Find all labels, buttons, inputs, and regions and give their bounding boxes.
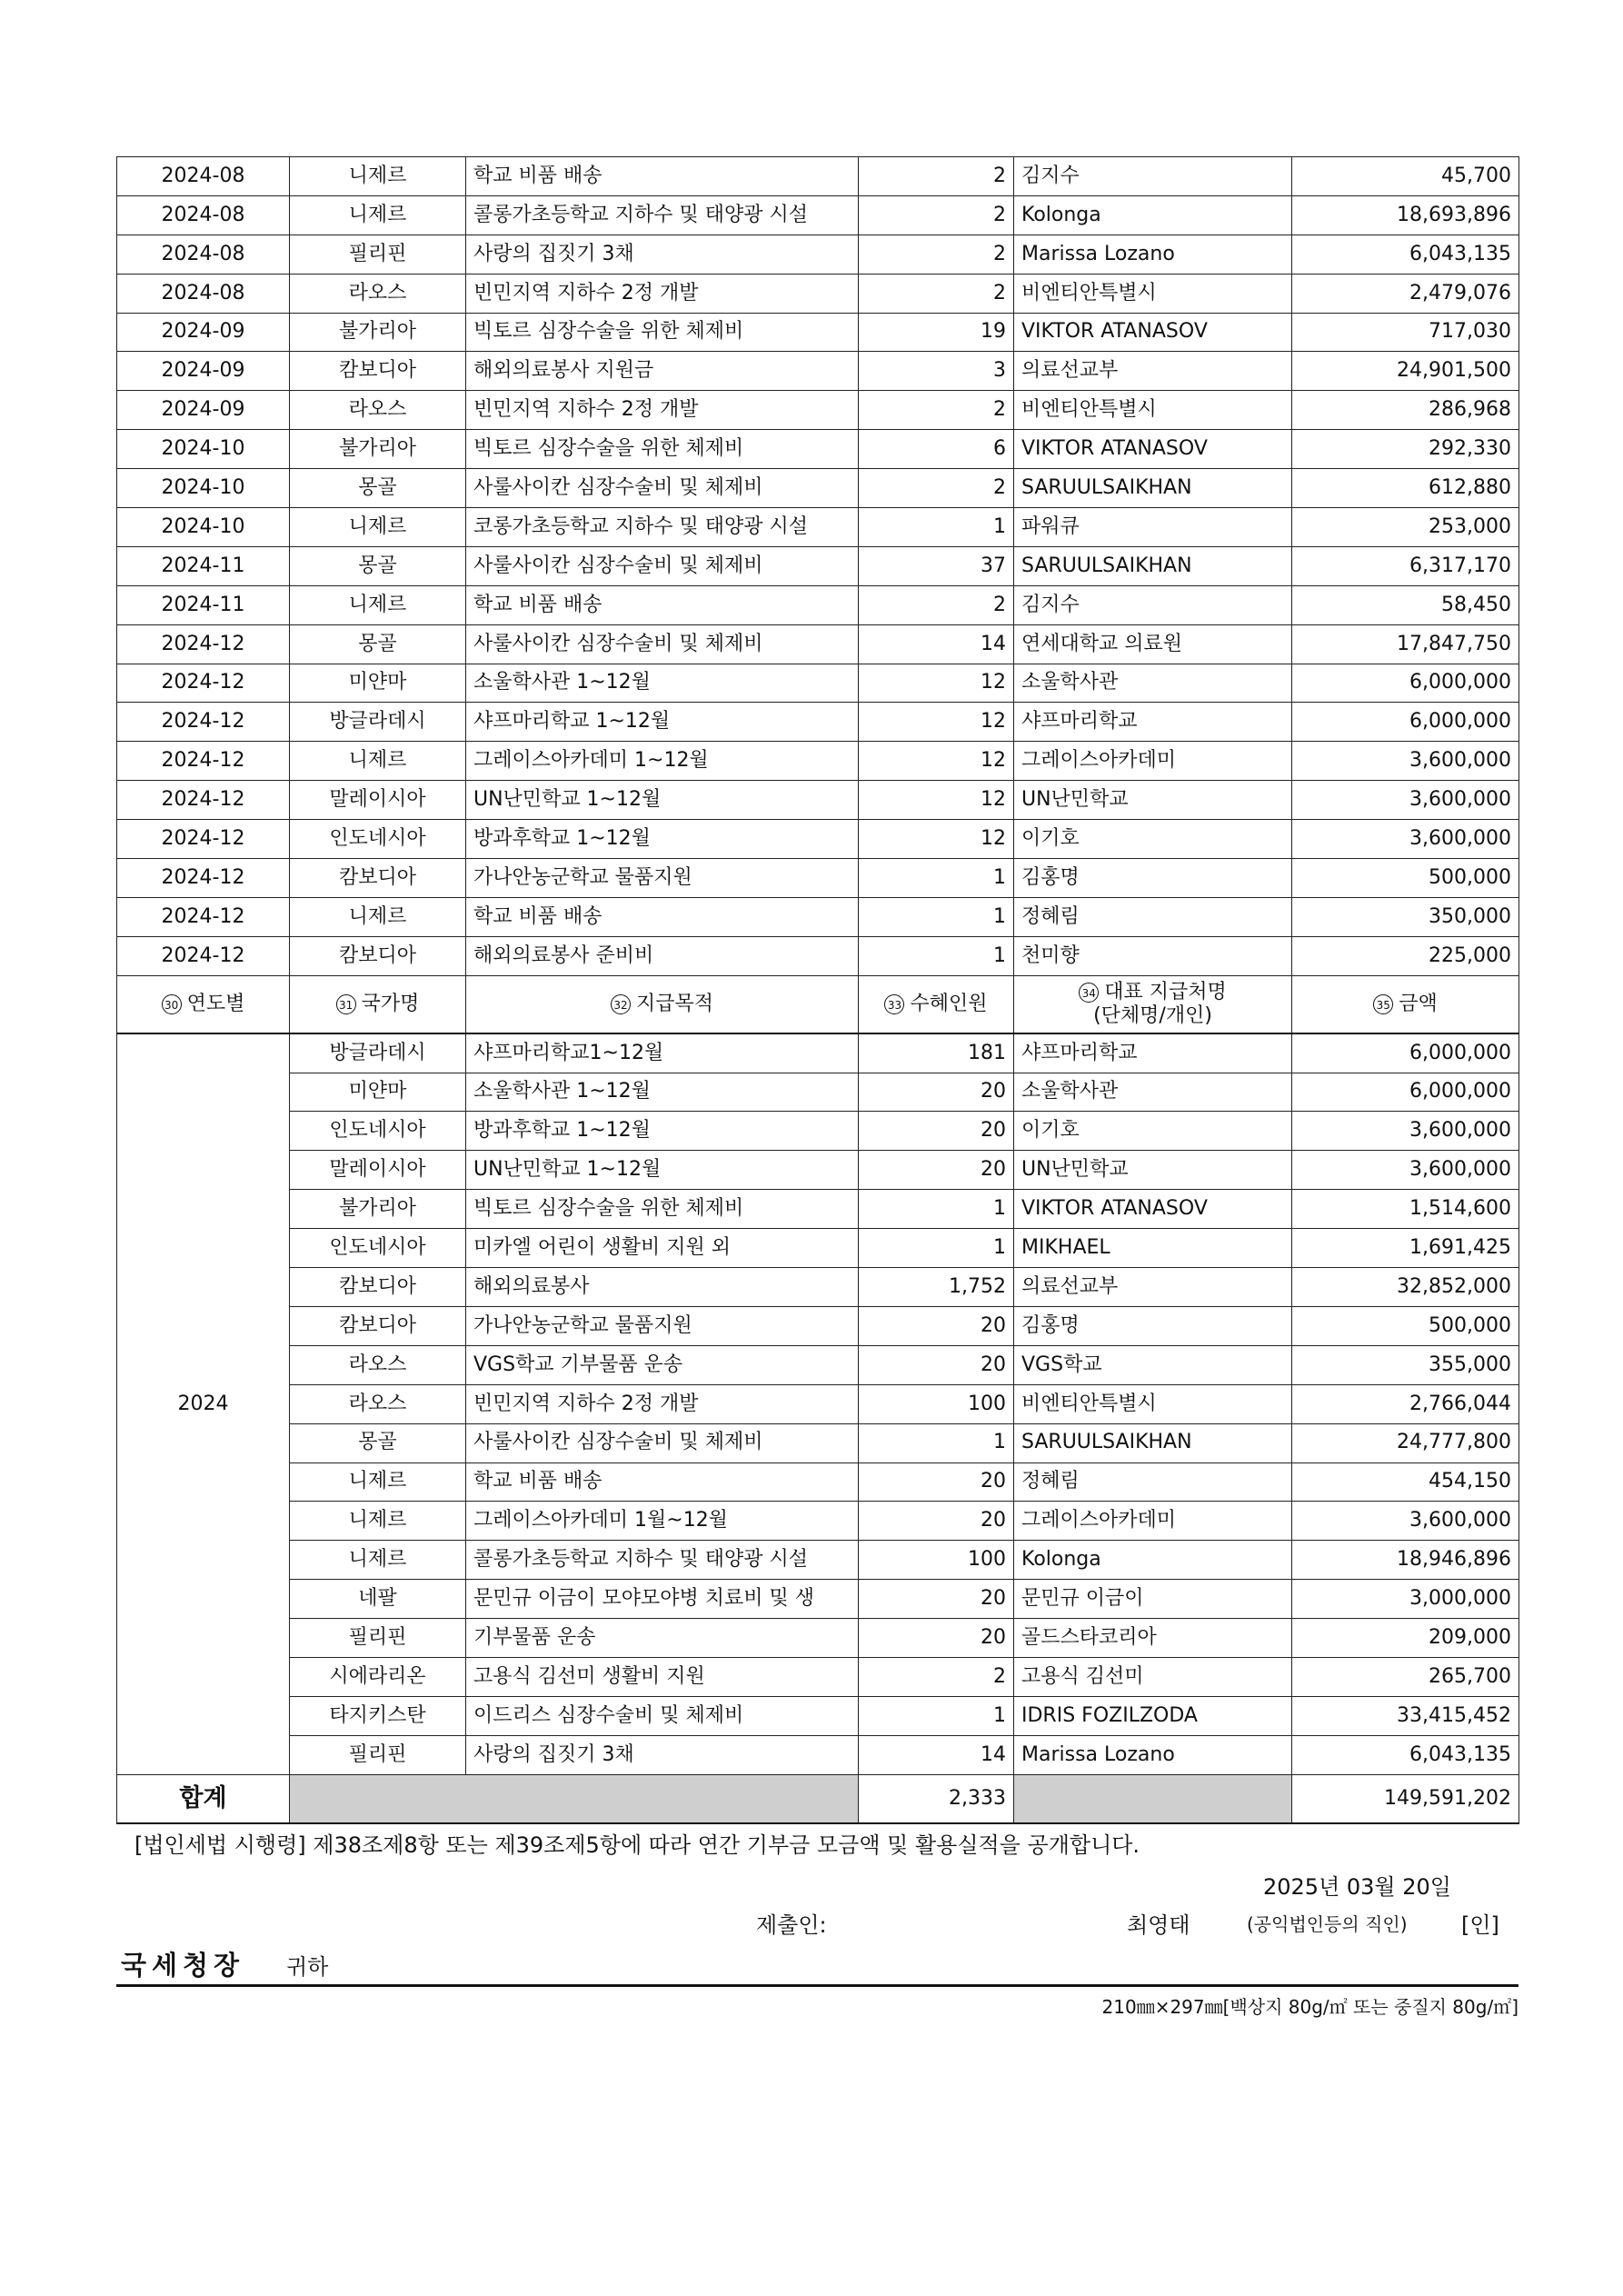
country-cell: 방글라데시 [290, 1033, 466, 1073]
recipients-cell: 100 [859, 1384, 1014, 1423]
bottom-rule [116, 1984, 1518, 1987]
monthly-rows [117, 157, 1519, 976]
country-cell: 불가리아 [290, 430, 466, 469]
purpose-cell: 샤프마리학교 1~12월 [466, 703, 859, 742]
period-cell: 2024-11 [117, 546, 290, 585]
amount-cell: 3,600,000 [1292, 1112, 1519, 1151]
amount-cell: 1,514,600 [1292, 1190, 1519, 1229]
country-cell: 라오스 [290, 1345, 466, 1384]
purpose-cell: 소울학사관 1~12월 [466, 664, 859, 703]
amount-cell: 3,600,000 [1292, 781, 1519, 820]
purpose-cell: 문민규 이금이 모야모야병 치료비 및 생 [466, 1580, 859, 1619]
table-row [117, 1229, 1519, 1268]
recipients-cell: 2 [859, 391, 1014, 430]
recipients-cell: 2 [859, 1657, 1014, 1696]
circled-number: 30 [162, 994, 182, 1014]
purpose-cell: 사룰사이칸 심장수술비 및 체제비 [466, 624, 859, 664]
amount-cell: 286,968 [1292, 391, 1519, 430]
purpose-cell: 그레이스아카데미 1~12월 [466, 742, 859, 781]
purpose-cell: 미카엘 어린이 생활비 지원 외 [466, 1229, 859, 1268]
amount-cell: 6,000,000 [1292, 664, 1519, 703]
table-row [117, 1268, 1519, 1307]
country-cell: 미얀마 [290, 664, 466, 703]
header-recipients: 33 수혜인원 [859, 975, 1014, 1033]
payee-cell: 파워큐 [1014, 508, 1292, 547]
table-row [117, 1384, 1519, 1423]
payee-cell: VIKTOR ATANASOV [1014, 313, 1292, 352]
annual-header [117, 975, 1519, 1033]
payee-cell: 소울학사관 [1014, 1073, 1292, 1112]
table-row [117, 508, 1519, 547]
country-cell: 몽골 [290, 624, 466, 664]
recipients-cell: 12 [859, 664, 1014, 703]
recipients-cell: 20 [859, 1345, 1014, 1384]
purpose-cell: 빈민지역 지하수 2정 개발 [466, 391, 859, 430]
recipients-cell: 20 [859, 1462, 1014, 1502]
payee-cell: 샤프마리학교 [1014, 1033, 1292, 1073]
recipients-cell: 3 [859, 352, 1014, 391]
recipients-cell: 12 [859, 781, 1014, 820]
table-row [117, 742, 1519, 781]
period-cell: 2024-09 [117, 352, 290, 391]
table-row [117, 1502, 1519, 1541]
purpose-cell: 학교 비품 배송 [466, 157, 859, 196]
header-purpose: 32 지급목적 [466, 975, 859, 1033]
country-cell: 라오스 [290, 391, 466, 430]
amount-cell: 18,693,896 [1292, 195, 1519, 235]
amount-cell: 612,880 [1292, 469, 1519, 508]
payee-cell: 소울학사관 [1014, 664, 1292, 703]
country-cell: 니제르 [290, 897, 466, 936]
country-cell: 니제르 [290, 585, 466, 624]
payee-cell: 이기호 [1014, 1112, 1292, 1151]
table-row [117, 585, 1519, 624]
purpose-cell: 빅토르 심장수술을 위한 체제비 [466, 1190, 859, 1229]
recipients-cell: 1 [859, 936, 1014, 975]
payee-cell: 그레이스아카데미 [1014, 742, 1292, 781]
recipients-cell: 12 [859, 820, 1014, 859]
amount-cell: 32,852,000 [1292, 1268, 1519, 1307]
amount-cell: 454,150 [1292, 1462, 1519, 1502]
payee-cell: IDRIS FOZILZODA [1014, 1696, 1292, 1735]
table-row [117, 391, 1519, 430]
period-cell: 2024-12 [117, 936, 290, 975]
country-cell: 방글라데시 [290, 703, 466, 742]
payee-cell: Kolonga [1014, 195, 1292, 235]
period-cell: 2024-09 [117, 391, 290, 430]
period-cell: 2024-09 [117, 313, 290, 352]
table-row [117, 1073, 1519, 1112]
country-cell: 미얀마 [290, 1073, 466, 1112]
purpose-cell: 해외의료봉사 지원금 [466, 352, 859, 391]
table-row [117, 546, 1519, 585]
table-row [117, 703, 1519, 742]
table-row [117, 1423, 1519, 1462]
purpose-cell: UN난민학교 1~12월 [466, 1151, 859, 1190]
table-row [117, 820, 1519, 859]
period-cell: 2024-12 [117, 897, 290, 936]
purpose-cell: 빅토르 심장수술을 위한 체제비 [466, 430, 859, 469]
amount-cell: 2,479,076 [1292, 274, 1519, 313]
payee-cell: SARUULSAIKHAN [1014, 546, 1292, 585]
recipients-cell: 12 [859, 742, 1014, 781]
amount-cell: 6,000,000 [1292, 703, 1519, 742]
period-cell: 2024-08 [117, 157, 290, 196]
payee-cell: VIKTOR ATANASOV [1014, 1190, 1292, 1229]
purpose-cell: 이드리스 심장수술비 및 체제비 [466, 1696, 859, 1735]
table-row [117, 235, 1519, 274]
period-cell: 2024-08 [117, 235, 290, 274]
total-shaded-cell [290, 1774, 859, 1823]
table-row [117, 1541, 1519, 1580]
amount-cell: 500,000 [1292, 1306, 1519, 1345]
purpose-cell: 사랑의 집짓기 3채 [466, 235, 859, 274]
country-cell: 시에라리온 [290, 1657, 466, 1696]
country-cell: 니제르 [290, 195, 466, 235]
table-row [117, 352, 1519, 391]
submission-date: 2025년 03월 20일 [1263, 1874, 1451, 1900]
country-cell: 말레이시아 [290, 781, 466, 820]
total-amount: 149,591,202 [1292, 1774, 1519, 1823]
amount-cell: 3,600,000 [1292, 742, 1519, 781]
amount-cell: 2,766,044 [1292, 1384, 1519, 1423]
payee-cell: 비엔티안특별시 [1014, 391, 1292, 430]
amount-cell: 6,000,000 [1292, 1033, 1519, 1073]
country-cell: 불가리아 [290, 1190, 466, 1229]
country-cell: 인도네시아 [290, 1112, 466, 1151]
payee-cell: MIKHAEL [1014, 1229, 1292, 1268]
amount-cell: 6,000,000 [1292, 1073, 1519, 1112]
table-row [117, 1580, 1519, 1619]
period-cell: 2024-12 [117, 624, 290, 664]
payee-cell: Marissa Lozano [1014, 235, 1292, 274]
payee-cell: 골드스타코리아 [1014, 1619, 1292, 1658]
honorific: 귀하 [286, 1954, 329, 1980]
period-cell: 2024-10 [117, 430, 290, 469]
header-payee: 34 대표 지급처명 (단체명/개인) [1014, 975, 1292, 1033]
purpose-cell: 기부물품 운송 [466, 1619, 859, 1658]
purpose-cell: 샤프마리학교1~12월 [466, 1033, 859, 1073]
payee-cell: 연세대학교 의료원 [1014, 624, 1292, 664]
recipients-cell: 20 [859, 1306, 1014, 1345]
amount-cell: 225,000 [1292, 936, 1519, 975]
recipients-cell: 1 [859, 897, 1014, 936]
country-cell: 니제르 [290, 157, 466, 196]
table-row [117, 157, 1519, 196]
purpose-cell: 코롱가초등학교 지하수 및 태양광 시설 [466, 508, 859, 547]
recipients-cell: 37 [859, 546, 1014, 585]
period-cell: 2024-12 [117, 781, 290, 820]
table-row [117, 1619, 1519, 1658]
table-row [117, 469, 1519, 508]
recipients-cell: 100 [859, 1541, 1014, 1580]
table-row [117, 430, 1519, 469]
amount-cell: 24,901,500 [1292, 352, 1519, 391]
purpose-cell: VGS학교 기부물품 운송 [466, 1345, 859, 1384]
amount-cell: 6,317,170 [1292, 546, 1519, 585]
period-cell: 2024-11 [117, 585, 290, 624]
payee-cell: 김홍명 [1014, 1306, 1292, 1345]
period-cell: 2024-12 [117, 664, 290, 703]
table-row [117, 1345, 1519, 1384]
purpose-cell: 콜롱가초등학교 지하수 및 태양광 시설 [466, 195, 859, 235]
amount-cell: 3,600,000 [1292, 820, 1519, 859]
payee-cell: 김지수 [1014, 157, 1292, 196]
country-cell: 캄보디아 [290, 352, 466, 391]
submitter-role: (공익법인등의 직인) [1247, 1913, 1408, 1935]
purpose-cell: 그레이스아카데미 1월~12월 [466, 1502, 859, 1541]
purpose-cell: 학교 비품 배송 [466, 1462, 859, 1502]
payee-cell: 이기호 [1014, 820, 1292, 859]
country-cell: 니제르 [290, 1541, 466, 1580]
recipients-cell: 2 [859, 157, 1014, 196]
purpose-cell: 방과후학교 1~12월 [466, 820, 859, 859]
table-row [117, 1657, 1519, 1696]
amount-cell: 58,450 [1292, 585, 1519, 624]
total-section [117, 1774, 1519, 1823]
amount-cell: 6,043,135 [1292, 235, 1519, 274]
recipients-cell: 2 [859, 274, 1014, 313]
recipients-cell: 12 [859, 703, 1014, 742]
purpose-cell: 소울학사관 1~12월 [466, 1073, 859, 1112]
payee-cell: 정혜림 [1014, 1462, 1292, 1502]
seal-mark: [인] [1461, 1912, 1499, 1938]
country-cell: 불가리아 [290, 313, 466, 352]
recipients-cell: 1,752 [859, 1268, 1014, 1307]
recipients-cell: 1 [859, 508, 1014, 547]
table-row [117, 1696, 1519, 1735]
amount-cell: 717,030 [1292, 313, 1519, 352]
country-cell: 캄보디아 [290, 859, 466, 898]
country-cell: 몽골 [290, 469, 466, 508]
period-cell: 2024-12 [117, 742, 290, 781]
purpose-cell: 가나안농군학교 물품지원 [466, 859, 859, 898]
purpose-cell: 학교 비품 배송 [466, 585, 859, 624]
payee-cell: 김지수 [1014, 585, 1292, 624]
period-cell: 2024-12 [117, 820, 290, 859]
recipients-cell: 19 [859, 313, 1014, 352]
amount-cell: 500,000 [1292, 859, 1519, 898]
country-cell: 몽골 [290, 1423, 466, 1462]
amount-cell: 292,330 [1292, 430, 1519, 469]
recipients-cell: 1 [859, 1229, 1014, 1268]
amount-cell: 18,946,896 [1292, 1541, 1519, 1580]
country-cell: 니제르 [290, 1502, 466, 1541]
payee-cell: 천미향 [1014, 936, 1292, 975]
country-cell: 라오스 [290, 1384, 466, 1423]
country-cell: 네팔 [290, 1580, 466, 1619]
payee-cell: SARUULSAIKHAN [1014, 469, 1292, 508]
purpose-cell: 빅토르 심장수술을 위한 체제비 [466, 313, 859, 352]
submitter-label: 제출인: [756, 1912, 827, 1938]
amount-cell: 3,600,000 [1292, 1151, 1519, 1190]
purpose-cell: 사룰사이칸 심장수술비 및 체제비 [466, 546, 859, 585]
payee-cell: 비엔티안특별시 [1014, 1384, 1292, 1423]
table-row [117, 1112, 1519, 1151]
recipients-cell: 2 [859, 585, 1014, 624]
recipients-cell: 20 [859, 1151, 1014, 1190]
amount-cell: 265,700 [1292, 1657, 1519, 1696]
country-cell: 캄보디아 [290, 936, 466, 975]
recipients-cell: 20 [859, 1112, 1014, 1151]
table-row [117, 1462, 1519, 1502]
payee-cell: 의료선교부 [1014, 1268, 1292, 1307]
country-cell: 인도네시아 [290, 820, 466, 859]
circled-number: 31 [336, 994, 356, 1014]
purpose-cell: 고용식 김선미 생활비 지원 [466, 1657, 859, 1696]
period-cell: 2024-10 [117, 469, 290, 508]
payee-cell: 문민규 이금이 [1014, 1580, 1292, 1619]
country-cell: 인도네시아 [290, 1229, 466, 1268]
payee-cell: VIKTOR ATANASOV [1014, 430, 1292, 469]
period-cell: 2024-12 [117, 703, 290, 742]
country-cell: 몽골 [290, 546, 466, 585]
country-cell: 필리핀 [290, 1619, 466, 1658]
payee-cell: UN난민학교 [1014, 781, 1292, 820]
amount-cell: 3,000,000 [1292, 1580, 1519, 1619]
purpose-cell: 방과후학교 1~12월 [466, 1112, 859, 1151]
paper-spec: 210㎜×297㎜[백상지 80g/㎡ 또는 중질지 80g/㎡] [1101, 1996, 1518, 2018]
table-row [117, 313, 1519, 352]
purpose-cell: 해외의료봉사 준비비 [466, 936, 859, 975]
total-recipients: 2,333 [859, 1774, 1014, 1823]
table-row [117, 1151, 1519, 1190]
payee-cell: 그레이스아카데미 [1014, 1502, 1292, 1541]
country-cell: 타지키스탄 [290, 1696, 466, 1735]
amount-cell: 1,691,425 [1292, 1229, 1519, 1268]
amount-cell: 6,043,135 [1292, 1735, 1519, 1774]
payee-cell: 의료선교부 [1014, 352, 1292, 391]
purpose-cell: UN난민학교 1~12월 [466, 781, 859, 820]
purpose-cell: 사룰사이칸 심장수술비 및 체제비 [466, 469, 859, 508]
circled-number: 33 [884, 994, 904, 1014]
table-row [117, 781, 1519, 820]
purpose-cell: 사룰사이칸 심장수술비 및 체제비 [466, 1423, 859, 1462]
recipients-cell: 1 [859, 1190, 1014, 1229]
amount-cell: 350,000 [1292, 897, 1519, 936]
country-cell: 필리핀 [290, 1735, 466, 1774]
period-cell: 2024-08 [117, 195, 290, 235]
country-cell: 캄보디아 [290, 1306, 466, 1345]
amount-cell: 45,700 [1292, 157, 1519, 196]
header-country: 31 국가명 [290, 975, 466, 1033]
country-cell: 니제르 [290, 1462, 466, 1502]
recipients-cell: 181 [859, 1033, 1014, 1073]
country-cell: 캄보디아 [290, 1268, 466, 1307]
table-row [117, 624, 1519, 664]
amount-cell: 253,000 [1292, 508, 1519, 547]
recipients-cell: 1 [859, 859, 1014, 898]
amount-cell: 3,600,000 [1292, 1502, 1519, 1541]
year-cell: 2024 [117, 1033, 290, 1774]
payee-cell: 샤프마리학교 [1014, 703, 1292, 742]
period-cell: 2024-08 [117, 274, 290, 313]
total-row [117, 1774, 1519, 1823]
recipients-cell: 14 [859, 1735, 1014, 1774]
table-row [117, 936, 1519, 975]
table-row [117, 195, 1519, 235]
recipients-cell: 1 [859, 1696, 1014, 1735]
recipients-cell: 20 [859, 1073, 1014, 1112]
payee-cell: SARUULSAIKHAN [1014, 1423, 1292, 1462]
table-row [117, 1735, 1519, 1774]
circled-number: 32 [611, 994, 631, 1014]
recipients-cell: 1 [859, 1423, 1014, 1462]
circled-number: 34 [1079, 983, 1099, 1003]
recipients-cell: 20 [859, 1580, 1014, 1619]
payee-cell: 정혜림 [1014, 897, 1292, 936]
amount-cell: 209,000 [1292, 1619, 1519, 1658]
country-cell: 필리핀 [290, 235, 466, 274]
header-amount: 35 금액 [1292, 975, 1519, 1033]
purpose-cell: 콜롱가초등학교 지하수 및 태양광 시설 [466, 1541, 859, 1580]
payee-cell: Marissa Lozano [1014, 1735, 1292, 1774]
table-row [117, 1190, 1519, 1229]
amount-cell: 33,415,452 [1292, 1696, 1519, 1735]
table-row [117, 1033, 1519, 1073]
country-cell: 말레이시아 [290, 1151, 466, 1190]
total-shaded-cell [1014, 1774, 1292, 1823]
purpose-cell: 빈민지역 지하수 2정 개발 [466, 1384, 859, 1423]
purpose-cell: 사랑의 집짓기 3채 [466, 1735, 859, 1774]
purpose-cell: 학교 비품 배송 [466, 897, 859, 936]
country-cell: 니제르 [290, 742, 466, 781]
submitter-name: 최영태 [1127, 1912, 1190, 1938]
payee-cell: Kolonga [1014, 1541, 1292, 1580]
period-cell: 2024-10 [117, 508, 290, 547]
recipients-cell: 2 [859, 195, 1014, 235]
legal-note: [법인세법 시행령] 제38조제8항 또는 제39조제5항에 따라 연간 기부금 모금액 및 활용실적을 공개합니다. [134, 1832, 1140, 1858]
recipients-cell: 20 [859, 1619, 1014, 1658]
annual-rows [117, 1033, 1519, 1774]
table-row [117, 897, 1519, 936]
table-row [117, 859, 1519, 898]
amount-cell: 17,847,750 [1292, 624, 1519, 664]
payee-cell: VGS학교 [1014, 1345, 1292, 1384]
total-label: 합계 [117, 1774, 290, 1823]
country-cell: 라오스 [290, 274, 466, 313]
purpose-cell: 해외의료봉사 [466, 1268, 859, 1307]
amount-cell: 24,777,800 [1292, 1423, 1519, 1462]
donation-usage-table [116, 156, 1519, 1824]
addressee: 국세청장 [121, 1950, 245, 1981]
amount-cell: 355,000 [1292, 1345, 1519, 1384]
purpose-cell: 가나안농군학교 물품지원 [466, 1306, 859, 1345]
payee-cell: 고용식 김선미 [1014, 1657, 1292, 1696]
payee-cell: 김홍명 [1014, 859, 1292, 898]
column-header-row [117, 975, 1519, 1033]
table-row [117, 1306, 1519, 1345]
recipients-cell: 6 [859, 430, 1014, 469]
payee-cell: 비엔티안특별시 [1014, 274, 1292, 313]
payee-cell: UN난민학교 [1014, 1151, 1292, 1190]
period-cell: 2024-12 [117, 859, 290, 898]
purpose-cell: 빈민지역 지하수 2정 개발 [466, 274, 859, 313]
recipients-cell: 2 [859, 235, 1014, 274]
recipients-cell: 2 [859, 469, 1014, 508]
table-row [117, 274, 1519, 313]
recipients-cell: 20 [859, 1502, 1014, 1541]
circled-number: 35 [1373, 994, 1393, 1014]
header-year: 30 연도별 [117, 975, 290, 1033]
table-row [117, 664, 1519, 703]
recipients-cell: 14 [859, 624, 1014, 664]
country-cell: 니제르 [290, 508, 466, 547]
